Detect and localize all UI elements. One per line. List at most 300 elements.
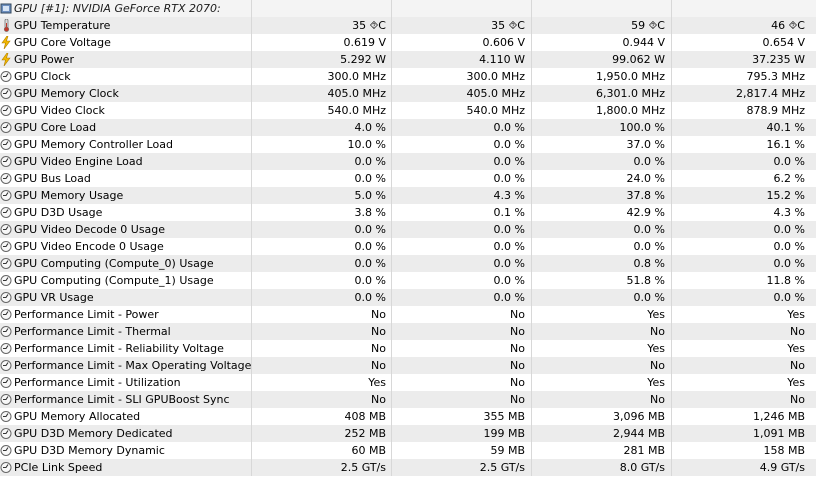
average-value [672, 85, 809, 102]
sensor-name: GPU Memory Clock [14, 87, 119, 100]
sensor-row[interactable] [0, 221, 816, 238]
gauge-icon [0, 359, 12, 372]
value-text: 0.0 % [354, 240, 386, 253]
sensor-row[interactable] [0, 204, 816, 221]
minimum-value [392, 204, 529, 221]
value-text: 37.0 % [626, 138, 665, 151]
gauge-icon [0, 291, 12, 304]
value-text: 4.9 GT/s [759, 461, 805, 474]
minimum-value [392, 442, 529, 459]
value-text: 878.9 MHz [746, 104, 805, 117]
value-text: 0.0 % [633, 291, 665, 304]
value-text: Yes [647, 376, 665, 389]
value-text: 6.2 % [773, 172, 805, 185]
current-value [252, 442, 390, 459]
value-text: No [650, 359, 665, 372]
current-value [252, 17, 390, 34]
maximum-value [532, 170, 669, 187]
value-text: No [510, 393, 525, 406]
maximum-value [532, 68, 669, 85]
gauge-icon [0, 308, 12, 321]
value-text: 0.0 % [354, 155, 386, 168]
value-text: 795.3 MHz [746, 70, 805, 83]
value-text: 0.0 % [354, 291, 386, 304]
value-text: 0.0 % [493, 291, 525, 304]
minimum-value [392, 187, 529, 204]
gauge-icon [0, 172, 12, 185]
sensor-row[interactable] [0, 238, 816, 255]
value-text: 355 MB [483, 410, 525, 423]
minimum-value [392, 289, 529, 306]
sensor-row[interactable] [0, 459, 816, 476]
current-value [252, 289, 390, 306]
average-value [672, 51, 809, 68]
minimum-value [392, 459, 529, 476]
maximum-value [532, 425, 669, 442]
sensor-name: GPU Bus Load [14, 172, 91, 185]
gauge-icon [0, 155, 12, 168]
sensor-name: Performance Limit - Thermal [14, 325, 171, 338]
sensor-row[interactable] [0, 357, 816, 374]
value-text: 199 MB [483, 427, 525, 440]
minimum-value [392, 255, 529, 272]
sensor-name-cell [0, 51, 252, 68]
value-text: Yes [368, 376, 386, 389]
maximum-value [532, 51, 669, 68]
value-text: 5.0 % [354, 189, 386, 202]
sensor-row[interactable] [0, 340, 816, 357]
minimum-value [392, 85, 529, 102]
average-value [672, 102, 809, 119]
sensor-name: GPU Core Voltage [14, 36, 111, 49]
value-text: 2.5 GT/s [340, 461, 386, 474]
sensor-name-cell [0, 85, 252, 102]
gauge-icon [0, 461, 12, 474]
value-text: No [790, 359, 805, 372]
sensor-name-cell [0, 68, 252, 85]
sensor-name: GPU D3D Memory Dynamic [14, 444, 165, 457]
gauge-icon [0, 240, 12, 253]
value-text: 37.8 % [626, 189, 665, 202]
average-value [672, 255, 809, 272]
value-text: No [510, 325, 525, 338]
value-text: 4.3 % [773, 206, 805, 219]
sensor-name-cell [0, 306, 252, 323]
gpu-chip-icon [0, 2, 12, 15]
minimum-value [392, 17, 529, 34]
sensor-name: GPU Power [14, 53, 74, 66]
average-value [672, 136, 809, 153]
value-text: 0.0 % [633, 155, 665, 168]
value-text: 60 MB [351, 444, 386, 457]
value-text: 0.0 % [493, 138, 525, 151]
sensor-name: GPU Memory Controller Load [14, 138, 173, 151]
sensor-name: GPU Core Load [14, 121, 97, 134]
gauge-icon [0, 376, 12, 389]
sensor-name: GPU Video Encode 0 Usage [14, 240, 164, 253]
sensor-row[interactable] [0, 51, 816, 68]
value-text: 1,246 MB [752, 410, 805, 423]
value-text: 540.0 MHz [327, 104, 386, 117]
value-text: 16.1 % [766, 138, 805, 151]
value-text: No [371, 393, 386, 406]
value-text: 4.3 % [493, 189, 525, 202]
value-text: 0.0 % [493, 155, 525, 168]
sensor-row[interactable] [0, 391, 816, 408]
current-value [252, 34, 390, 51]
sensor-name: Performance Limit - Max Operating Voltage [14, 359, 252, 372]
sensor-name: GPU Video Engine Load [14, 155, 143, 168]
maximum-value [532, 408, 669, 425]
value-text: 0.0 % [773, 155, 805, 168]
average-value [672, 68, 809, 85]
sensor-row[interactable] [0, 425, 816, 442]
gauge-icon [0, 342, 12, 355]
value-text: 0.0 % [493, 274, 525, 287]
maximum-value [532, 221, 669, 238]
sensor-name: GPU Temperature [14, 19, 111, 32]
gauge-icon [0, 257, 12, 270]
maximum-value [532, 119, 669, 136]
column-separator [671, 0, 672, 476]
value-text: 0.0 % [633, 240, 665, 253]
minimum-value [392, 374, 529, 391]
lightning-bolt-icon [0, 53, 12, 66]
maximum-value [532, 323, 669, 340]
sensor-name: GPU Memory Allocated [14, 410, 141, 423]
sensor-name-cell [0, 102, 252, 119]
sensor-name-cell [0, 170, 252, 187]
minimum-value [392, 306, 529, 323]
current-value [252, 136, 390, 153]
value-text: 10.0 % [347, 138, 386, 151]
current-value [252, 51, 390, 68]
sensor-row[interactable] [0, 85, 816, 102]
maximum-value [532, 85, 669, 102]
value-text: 0.0 % [773, 223, 805, 236]
average-value [672, 153, 809, 170]
gpu-header-cell [0, 0, 252, 17]
sensor-row[interactable] [0, 289, 816, 306]
column-separator [391, 0, 392, 476]
value-text: Yes [647, 342, 665, 355]
maximum-value [532, 255, 669, 272]
value-text: No [510, 359, 525, 372]
sensor-name-cell [0, 221, 252, 238]
value-text: 0.0 % [493, 121, 525, 134]
minimum-value [392, 357, 529, 374]
sensor-name-cell [0, 323, 252, 340]
value-text: 1,800.0 MHz [595, 104, 665, 117]
sensor-name: Performance Limit - Utilization [14, 376, 181, 389]
maximum-value [532, 102, 669, 119]
value-text: 6,301.0 MHz [595, 87, 665, 100]
average-value [672, 187, 809, 204]
current-value [252, 459, 390, 476]
average-value [672, 170, 809, 187]
value-text: 300.0 MHz [466, 70, 525, 83]
value-text: 0.0 % [354, 257, 386, 270]
gauge-icon [0, 223, 12, 236]
average-value [672, 374, 809, 391]
gauge-icon [0, 325, 12, 338]
value-text: 2,944 MB [612, 427, 665, 440]
minimum-value [392, 102, 529, 119]
value-text: 252 MB [344, 427, 386, 440]
sensor-name-cell [0, 357, 252, 374]
gpu-header-title: GPU [#1]: NVIDIA GeForce RTX 2070: [14, 2, 221, 15]
lightning-bolt-icon [0, 36, 12, 49]
value-text: No [371, 325, 386, 338]
sensor-row[interactable] [0, 408, 816, 425]
value-text: 46 ⯑C [771, 19, 805, 32]
current-value [252, 119, 390, 136]
average-value [672, 204, 809, 221]
maximum-value [532, 204, 669, 221]
current-value [252, 374, 390, 391]
value-text: Yes [787, 376, 805, 389]
value-text: No [650, 393, 665, 406]
minimum-value [392, 340, 529, 357]
current-value [252, 102, 390, 119]
gauge-icon [0, 138, 12, 151]
sensor-name-cell [0, 272, 252, 289]
average-value [672, 272, 809, 289]
sensor-name-cell [0, 289, 252, 306]
value-text: No [510, 342, 525, 355]
average-value [672, 221, 809, 238]
value-text: 99.062 W [612, 53, 665, 66]
column-separator [531, 0, 532, 476]
minimum-value [392, 408, 529, 425]
sensor-row[interactable] [0, 306, 816, 323]
sensor-name: GPU Memory Usage [14, 189, 124, 202]
sensor-name-cell [0, 34, 252, 51]
current-value [252, 187, 390, 204]
value-text: 408 MB [344, 410, 386, 423]
average-value [672, 289, 809, 306]
gauge-icon [0, 206, 12, 219]
current-value [252, 204, 390, 221]
current-value [252, 255, 390, 272]
value-text: 0.606 V [482, 36, 525, 49]
current-value [252, 357, 390, 374]
current-value [252, 391, 390, 408]
average-value [672, 340, 809, 357]
sensor-name-cell [0, 17, 252, 34]
average-value [672, 238, 809, 255]
value-text: No [790, 325, 805, 338]
sensor-name: Performance Limit - Reliability Voltage [14, 342, 224, 355]
sensor-row[interactable] [0, 119, 816, 136]
maximum-value [532, 391, 669, 408]
sensor-name: GPU Video Clock [14, 104, 105, 117]
sensor-row[interactable] [0, 187, 816, 204]
average-value [672, 323, 809, 340]
sensor-row[interactable] [0, 102, 816, 119]
minimum-value [392, 119, 529, 136]
sensor-name: GPU Video Decode 0 Usage [14, 223, 166, 236]
value-text: 42.9 % [626, 206, 665, 219]
sensor-name-cell [0, 238, 252, 255]
sensor-name-cell [0, 119, 252, 136]
current-value [252, 238, 390, 255]
current-value [252, 85, 390, 102]
average-value [672, 306, 809, 323]
sensor-name-cell [0, 187, 252, 204]
value-text: 0.0 % [493, 223, 525, 236]
minimum-value [392, 153, 529, 170]
sensor-name: PCIe Link Speed [14, 461, 103, 474]
minimum-value [392, 272, 529, 289]
value-text: 51.8 % [626, 274, 665, 287]
sensor-row[interactable] [0, 153, 816, 170]
value-text: No [371, 342, 386, 355]
value-text: 59 MB [490, 444, 525, 457]
value-text: No [790, 393, 805, 406]
sensor-row[interactable] [0, 272, 816, 289]
gpu-header-row[interactable] [0, 0, 816, 17]
value-text: 0.944 V [622, 36, 665, 49]
value-text: 300.0 MHz [327, 70, 386, 83]
sensor-row[interactable] [0, 374, 816, 391]
current-value [252, 408, 390, 425]
value-text: 4.110 W [479, 53, 525, 66]
maximum-value [532, 238, 669, 255]
thermometer-icon [0, 19, 12, 32]
value-text: 0.654 V [762, 36, 805, 49]
minimum-value [392, 68, 529, 85]
sensor-name: GPU Computing (Compute_1) Usage [14, 274, 214, 287]
sensor-name: GPU VR Usage [14, 291, 94, 304]
sensor-name-cell [0, 255, 252, 272]
gauge-icon [0, 444, 12, 457]
value-text: No [510, 308, 525, 321]
sensor-row[interactable] [0, 136, 816, 153]
sensor-name: GPU D3D Usage [14, 206, 103, 219]
current-value [252, 68, 390, 85]
value-text: Yes [787, 342, 805, 355]
maximum-value [532, 340, 669, 357]
gauge-icon [0, 274, 12, 287]
minimum-value [392, 170, 529, 187]
value-text: 3,096 MB [612, 410, 665, 423]
value-text: 59 ⯑C [631, 19, 665, 32]
value-text: 2.5 GT/s [479, 461, 525, 474]
average-value [672, 391, 809, 408]
value-text: 8.0 GT/s [619, 461, 665, 474]
value-text: 0.1 % [493, 206, 525, 219]
sensor-name: Performance Limit - Power [14, 308, 159, 321]
sensor-row[interactable] [0, 170, 816, 187]
value-text: No [371, 359, 386, 372]
value-text: 0.0 % [493, 240, 525, 253]
maximum-value [532, 17, 669, 34]
maximum-value [532, 374, 669, 391]
maximum-value [532, 153, 669, 170]
minimum-value [392, 221, 529, 238]
minimum-value [392, 425, 529, 442]
value-text: 405.0 MHz [327, 87, 386, 100]
current-value [252, 306, 390, 323]
gauge-icon [0, 70, 12, 83]
value-text: 0.0 % [354, 223, 386, 236]
sensor-row[interactable] [0, 68, 816, 85]
value-text: 0.0 % [633, 223, 665, 236]
current-value [252, 425, 390, 442]
value-text: 540.0 MHz [466, 104, 525, 117]
sensor-name-cell [0, 459, 252, 476]
average-value [672, 442, 809, 459]
value-text: 0.619 V [343, 36, 386, 49]
sensor-name: Performance Limit - SLI GPUBoost Sync [14, 393, 230, 406]
column-separator [251, 0, 252, 476]
sensor-name-cell [0, 204, 252, 221]
value-text: 11.8 % [766, 274, 805, 287]
sensor-row[interactable] [0, 255, 816, 272]
gauge-icon [0, 104, 12, 117]
current-value [252, 221, 390, 238]
gauge-icon [0, 427, 12, 440]
sensor-row[interactable] [0, 323, 816, 340]
average-value [672, 17, 809, 34]
value-text: 0.0 % [354, 274, 386, 287]
value-text: 24.0 % [626, 172, 665, 185]
gauge-icon [0, 393, 12, 406]
value-text: 0.8 % [633, 257, 665, 270]
value-text: 158 MB [763, 444, 805, 457]
sensor-name-cell [0, 425, 252, 442]
value-text: 1,950.0 MHz [595, 70, 665, 83]
current-value [252, 340, 390, 357]
maximum-value [532, 34, 669, 51]
value-text: 0.0 % [493, 257, 525, 270]
average-value [672, 425, 809, 442]
value-text: No [510, 376, 525, 389]
sensor-name-cell [0, 153, 252, 170]
value-text: 1,091 MB [752, 427, 805, 440]
maximum-value [532, 459, 669, 476]
value-text: Yes [647, 308, 665, 321]
current-value [252, 170, 390, 187]
value-text: 0.0 % [493, 172, 525, 185]
average-value [672, 34, 809, 51]
sensor-name: GPU Computing (Compute_0) Usage [14, 257, 214, 270]
sensor-row[interactable] [0, 34, 816, 51]
sensor-name-cell [0, 408, 252, 425]
value-text: 5.292 W [340, 53, 386, 66]
value-text: 0.0 % [773, 257, 805, 270]
maximum-value [532, 272, 669, 289]
minimum-value [392, 391, 529, 408]
value-text: 40.1 % [766, 121, 805, 134]
value-text: No [650, 325, 665, 338]
average-value [672, 119, 809, 136]
minimum-value [392, 238, 529, 255]
average-value [672, 357, 809, 374]
current-value [252, 153, 390, 170]
sensor-row[interactable] [0, 17, 816, 34]
value-text: 2,817.4 MHz [735, 87, 805, 100]
sensor-name-cell [0, 442, 252, 459]
sensor-name-cell [0, 391, 252, 408]
sensor-row[interactable] [0, 442, 816, 459]
average-value [672, 459, 809, 476]
gauge-icon [0, 121, 12, 134]
value-text: Yes [787, 308, 805, 321]
value-text: 37.235 W [752, 53, 805, 66]
gauge-icon [0, 410, 12, 423]
